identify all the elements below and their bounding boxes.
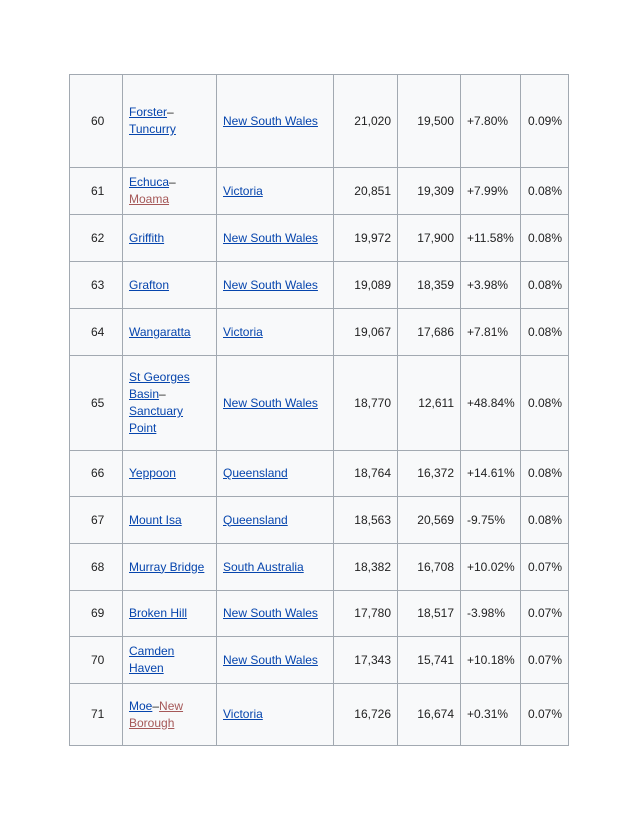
state-cell: [217, 497, 334, 544]
city-cell: [123, 451, 217, 497]
growth-cell: +3.98%: [461, 262, 521, 309]
table-row: [70, 451, 569, 497]
city-link[interactable]: Mount Isa: [129, 512, 182, 527]
state-link[interactable]: New South Wales: [223, 230, 318, 245]
city-cell: [123, 75, 217, 168]
city-cell: [123, 262, 217, 309]
city-link[interactable]: Griffith: [129, 230, 165, 245]
growth-cell: +0.31%: [461, 684, 521, 746]
growth-cell: +7.99%: [461, 168, 521, 215]
state-cell: [217, 637, 334, 684]
population-2018-cell: 18,382: [334, 544, 398, 591]
city-cell: [123, 168, 217, 215]
share-cell: 0.08%: [521, 168, 569, 215]
city-link[interactable]: New Borough: [129, 698, 184, 730]
city-separator: –: [167, 105, 174, 119]
population-2018-cell: 19,089: [334, 262, 398, 309]
city-link[interactable]: Echuca: [129, 175, 170, 189]
share-cell: 0.09%: [521, 75, 569, 168]
growth-cell: +10.18%: [461, 637, 521, 684]
population-2018-cell: 21,020: [334, 75, 398, 168]
growth-cell: +7.80%: [461, 75, 521, 168]
city-link[interactable]: Broken Hill: [129, 606, 188, 620]
state-link[interactable]: Victoria: [223, 183, 263, 198]
population-2013-cell: 17,900: [398, 215, 461, 262]
state-cell: [217, 684, 334, 746]
city-link[interactable]: Murray Bridge: [129, 559, 205, 574]
population-2018-cell: 18,563: [334, 497, 398, 544]
city-link[interactable]: Tuncurry: [129, 122, 176, 136]
state-cell: [217, 544, 334, 591]
state-cell: [217, 75, 334, 168]
state-cell: [217, 591, 334, 637]
state-link[interactable]: New South Wales: [223, 277, 318, 292]
population-2013-cell: 19,500: [398, 75, 461, 168]
state-cell: [217, 451, 334, 497]
rank-cell: 66: [70, 451, 123, 497]
city-cell: [123, 684, 217, 746]
share-cell: 0.08%: [521, 497, 569, 544]
city-cell: [123, 497, 217, 544]
city-link[interactable]: Camden Haven: [129, 644, 175, 675]
growth-cell: -9.75%: [461, 497, 521, 544]
table-row: [70, 684, 569, 746]
rank-cell: 71: [70, 684, 123, 746]
share-cell: 0.07%: [521, 544, 569, 591]
rank-cell: 70: [70, 637, 123, 684]
population-2013-cell: 12,611: [398, 356, 461, 451]
rank-cell: 61: [70, 168, 123, 215]
table-row: [70, 356, 569, 451]
city-link[interactable]: St Georges Basin: [129, 370, 190, 401]
growth-cell: +7.81%: [461, 309, 521, 356]
rank-cell: 67: [70, 497, 123, 544]
city-cell: [123, 215, 217, 262]
rank-cell: 60: [70, 75, 123, 168]
city-cell: [123, 309, 217, 356]
table-row: [70, 75, 569, 168]
share-cell: 0.08%: [521, 215, 569, 262]
population-2013-cell: 16,674: [398, 684, 461, 746]
city-separator: –: [152, 698, 160, 713]
state-cell: [217, 356, 334, 451]
state-link[interactable]: New South Wales: [223, 113, 318, 128]
table-row: [70, 262, 569, 309]
population-2018-cell: 19,972: [334, 215, 398, 262]
share-cell: 0.07%: [521, 637, 569, 684]
state-cell: [217, 309, 334, 356]
population-2013-cell: 20,569: [398, 497, 461, 544]
state-link[interactable]: South Australia: [223, 559, 304, 574]
population-2013-cell: 16,708: [398, 544, 461, 591]
city-link[interactable]: Moama: [129, 192, 170, 206]
city-link[interactable]: Grafton: [129, 277, 170, 292]
table-row: [70, 591, 569, 637]
city-link[interactable]: Sanctuary Point: [129, 404, 184, 435]
state-link[interactable]: Queensland: [223, 512, 288, 527]
table-row: [70, 215, 569, 262]
share-cell: 0.08%: [521, 262, 569, 309]
population-2018-cell: 19,067: [334, 309, 398, 356]
share-cell: 0.08%: [521, 356, 569, 451]
state-cell: [217, 168, 334, 215]
population-2018-cell: 18,764: [334, 451, 398, 497]
city-link[interactable]: Moe: [129, 698, 153, 713]
growth-cell: +10.02%: [461, 544, 521, 591]
rank-cell: 64: [70, 309, 123, 356]
rank-cell: 65: [70, 356, 123, 451]
growth-cell: -3.98%: [461, 591, 521, 637]
growth-cell: +14.61%: [461, 451, 521, 497]
table-body: [70, 75, 569, 746]
state-link[interactable]: Victoria: [223, 324, 263, 339]
city-separator: –: [159, 387, 166, 401]
state-cell: [217, 215, 334, 262]
population-2018-cell: 16,726: [334, 684, 398, 746]
city-cell: [123, 356, 217, 451]
city-cell: [123, 591, 217, 637]
population-2013-cell: 19,309: [398, 168, 461, 215]
rank-cell: 63: [70, 262, 123, 309]
city-cell: [123, 544, 217, 591]
state-link[interactable]: Queensland: [223, 466, 288, 480]
state-link[interactable]: New South Wales: [223, 606, 318, 620]
table-row: [70, 637, 569, 684]
state-link[interactable]: Victoria: [223, 707, 263, 721]
table-row: [70, 309, 569, 356]
population-2018-cell: 18,770: [334, 356, 398, 451]
table-row: [70, 168, 569, 215]
population-2013-cell: 16,372: [398, 451, 461, 497]
population-2018-cell: 17,343: [334, 637, 398, 684]
growth-cell: +11.58%: [461, 215, 521, 262]
rank-cell: 68: [70, 544, 123, 591]
city-link[interactable]: Forster: [129, 105, 168, 119]
state-cell: [217, 262, 334, 309]
population-2013-cell: 15,741: [398, 637, 461, 684]
rank-cell: 69: [70, 591, 123, 637]
population-2013-cell: 17,686: [398, 309, 461, 356]
city-link[interactable]: Wangaratta: [129, 324, 191, 339]
city-separator: –: [169, 175, 176, 189]
population-table: [69, 74, 569, 746]
city-cell: [123, 637, 217, 684]
city-link[interactable]: Yeppoon: [129, 466, 176, 480]
rank-cell: 62: [70, 215, 123, 262]
population-2018-cell: 17,780: [334, 591, 398, 637]
population-2013-cell: 18,359: [398, 262, 461, 309]
share-cell: 0.08%: [521, 451, 569, 497]
table-row: [70, 544, 569, 591]
share-cell: 0.08%: [521, 309, 569, 356]
population-2013-cell: 18,517: [398, 591, 461, 637]
share-cell: 0.07%: [521, 684, 569, 746]
table-row: [70, 497, 569, 544]
share-cell: 0.07%: [521, 591, 569, 637]
state-link[interactable]: New South Wales: [223, 652, 318, 667]
growth-cell: +48.84%: [461, 356, 521, 451]
population-2018-cell: 20,851: [334, 168, 398, 215]
state-link[interactable]: New South Wales: [223, 395, 318, 410]
